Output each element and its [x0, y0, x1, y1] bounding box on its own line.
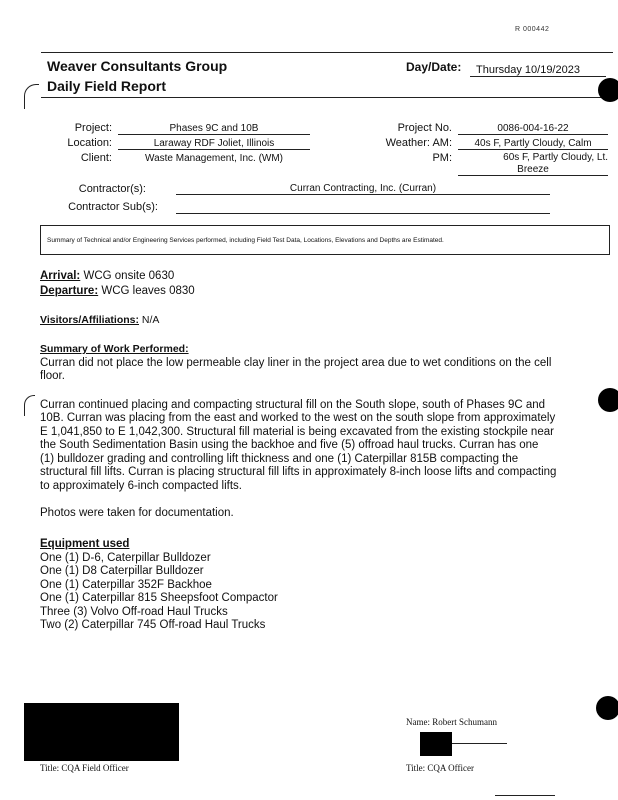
contractors-label: Contractor(s): — [78, 183, 146, 195]
work-para2-line2: 10B. Curran was placing from the east and worked to the west on the south slope from approximately — [40, 412, 556, 424]
signature-line-right — [452, 743, 507, 744]
work-para2-line4: the South Sedimentation Basin using the backhoe and five (5) offroad haul trucks. Curran has one — [40, 439, 539, 451]
project-label: Project: — [74, 122, 112, 134]
contractors-value: Curran Contracting, Inc. (Curran) — [176, 183, 550, 195]
equipment-item: One (1) Caterpillar 815 Sheepsfoot Compactor — [40, 592, 278, 604]
equipment-item: One (1) D8 Caterpillar Bulldozer — [40, 565, 204, 577]
weather-pm-value-line2: Breeze — [458, 164, 608, 176]
work-section — [40, 343, 610, 521]
right-signer-name: Name: Robert Schumann — [406, 717, 497, 727]
header-rule-bottom — [41, 97, 613, 98]
weather-am-label: Weather: AM: — [385, 137, 452, 149]
redacted-signature-right — [420, 732, 452, 756]
work-para1-line1: Curran did not place the low permeable clay liner in the project area due to wet conditions on the cell — [40, 356, 552, 369]
photos-note: Photos were taken for documentation. — [40, 507, 234, 519]
equipment-section — [40, 538, 440, 633]
work-para2-line3: E 1,041,850 to E 1,042,300. Structural fill material is being excavated from the existing stockpile near — [40, 425, 554, 438]
departure-label: Departure: — [40, 285, 99, 297]
weather-am-value: 40s F, Partly Cloudy, Calm — [458, 138, 608, 150]
day-date-label: Day/Date: — [406, 60, 462, 74]
day-date-value: Thursday 10/19/2023 — [470, 64, 606, 77]
work-para1-line2: floor. — [40, 370, 65, 382]
work-heading: Summary of Work Performed: — [40, 343, 189, 355]
equipment-heading: Equipment used — [40, 538, 130, 550]
work-para2-line6: structural fill lifts. Curran is placing structural fill lifts in approximately 8-inch loose lifts and compacting — [40, 466, 557, 478]
equipment-item: Three (3) Volvo Off-road Haul Trucks — [40, 605, 228, 618]
arrival-value: WCG onsite 0630 — [80, 270, 175, 282]
report-title: Daily Field Report — [47, 78, 167, 94]
work-para2-line5: (1) bulldozer grading and controlling lift thickness and one (1) Caterpillar 815B compacting the — [40, 452, 519, 465]
bottom-rule — [495, 795, 555, 796]
project-no-value: 0086-004-16-22 — [458, 123, 608, 135]
equipment-item: One (1) D-6, Caterpillar Bulldozer — [40, 551, 211, 564]
header-rule-top — [41, 52, 613, 53]
summary-note-box — [40, 225, 610, 255]
equipment-item: One (1) Caterpillar 352F Backhoe — [40, 578, 212, 591]
left-signer-title: Title: CQA Field Officer — [40, 763, 129, 773]
client-label: Client: — [80, 152, 112, 164]
location-label: Location: — [67, 137, 112, 149]
visitors-line — [40, 314, 159, 328]
location-value: Laraway RDF Joliet, Illinois — [118, 138, 310, 150]
arrival-label: Arrival: — [40, 270, 81, 282]
project-no-label: Project No. — [397, 122, 452, 134]
company-name: Weaver Consultants Group — [47, 58, 228, 74]
scan-bracket-mark-2 — [24, 395, 35, 416]
arrival-line — [40, 270, 174, 284]
right-signer-title: Title: CQA Officer — [406, 763, 475, 773]
hole-punch-mark-2 — [598, 388, 618, 412]
scan-bracket-mark — [24, 84, 39, 109]
client-value: Waste Management, Inc. (WM) — [145, 153, 283, 164]
hole-punch-mark-3 — [596, 696, 618, 720]
work-para2-line7: to approximately 6-inch compacted lifts. — [40, 479, 242, 492]
departure-line — [40, 285, 195, 299]
contractor-sub-label: Contractor Sub(s): — [68, 201, 158, 213]
project-value: Phases 9C and 10B — [118, 123, 310, 135]
work-para2-line1: Curran continued placing and compacting structural fill on the South slope, south of Phases 9C and — [40, 398, 546, 411]
hole-punch-mark — [598, 78, 618, 102]
summary-note-text: Summary of Technical and/or Engineering Services performed, including Field Test Data, Locations, Elevations and Depths are Estimated. — [47, 237, 444, 244]
redacted-signature-left — [24, 703, 179, 761]
visitors-label: Visitors/Affiliations: — [40, 314, 139, 326]
equipment-item: Two (2) Caterpillar 745 Off-road Haul Trucks — [40, 619, 266, 631]
visitors-value: N/A — [139, 314, 160, 326]
contractor-sub-value — [176, 201, 550, 214]
departure-value: WCG leaves 0830 — [98, 285, 195, 297]
bates-number: R 000442 — [515, 26, 550, 33]
weather-pm-value-line1: 60s F, Partly Cloudy, Lt. — [503, 152, 608, 163]
weather-pm-label: PM: — [432, 152, 452, 164]
